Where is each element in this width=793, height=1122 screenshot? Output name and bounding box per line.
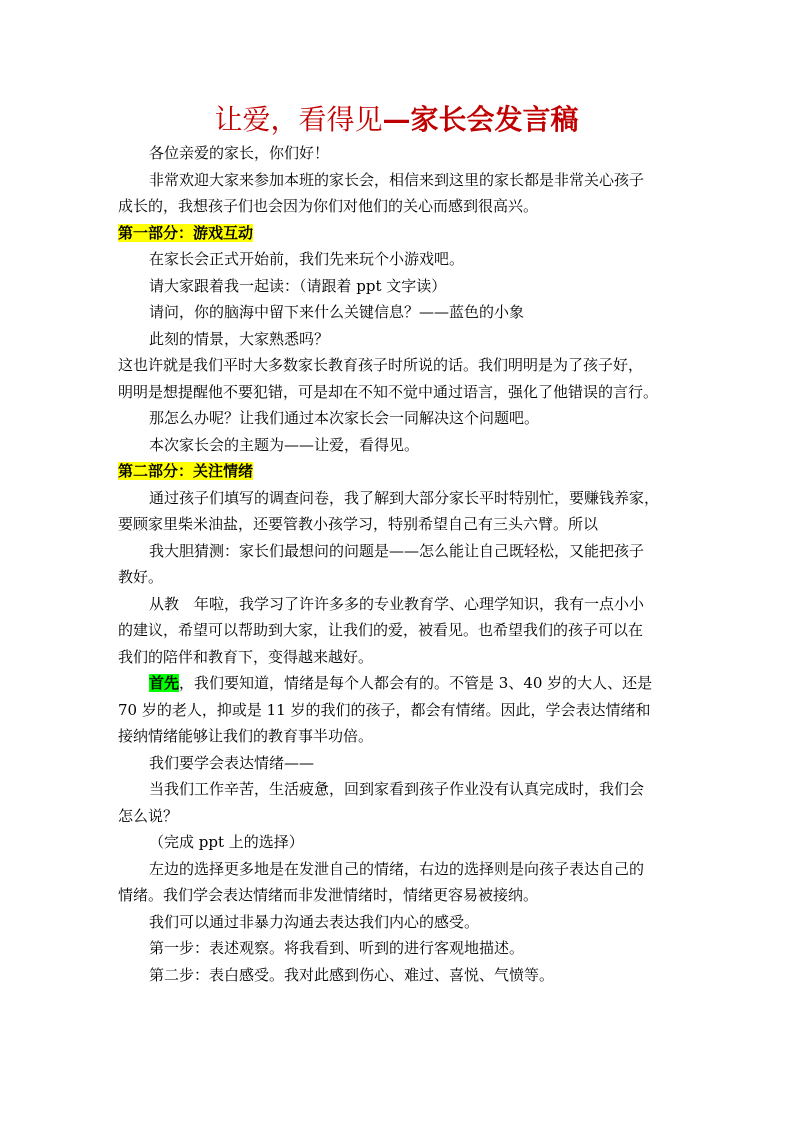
- paragraph-line: [118, 750, 678, 777]
- line-text: 教好。: [118, 568, 164, 586]
- paragraph-line: [118, 167, 678, 194]
- line-text: 这也许就是我们平时大多数家长教育孩子时所说的话。我们明明是为了孩子好，: [118, 356, 644, 374]
- paragraph-line: [118, 193, 678, 220]
- line-text: 70 岁的老人，抑或是 11 岁的我们的孩子，都会有情绪。因此，学会表达情绪和: [118, 700, 651, 719]
- paragraph-line: [118, 723, 678, 750]
- line-text: ，我们要知道，情绪是每个人都会有的。不管是 3、40 岁的大人、还是: [179, 674, 653, 692]
- paragraph-line: [118, 326, 678, 353]
- paragraph-line: [118, 856, 678, 883]
- line-text: 我们要学会表达情绪——: [149, 753, 315, 772]
- section-heading-text: 第一部分：游戏互动: [118, 223, 254, 242]
- line-text: 成长的，我想孩子们也会因为你们对他们的关心而感到很高兴。: [118, 197, 539, 215]
- line-text: 情绪。我们学会表达情绪而非发泄情绪时，情绪更容易被接纳。: [118, 886, 539, 904]
- section-heading-text: 第二部分：关注情绪: [118, 462, 254, 480]
- line-text: （完成 ppt 上的选择）: [149, 833, 304, 851]
- line-text: 我们可以通过非暴力沟通去表达我们内心的感受。: [149, 912, 480, 931]
- line-text: 要顾家里柴米油盐，还要管教小孩学习，特别希望自己有三头六臂。所以: [118, 515, 599, 533]
- line-text: 那怎么办呢？让我们通过本次家长会一同解决这个问题吧。: [149, 409, 540, 427]
- line-text: 当我们工作辛苦，生活疲惫，回到家看到孩子作业没有认真完成时，我们会: [149, 780, 645, 798]
- paragraph-line: [118, 140, 678, 167]
- title-sub: —家长会发言稿: [382, 103, 579, 136]
- section-heading: [118, 220, 678, 247]
- paragraph-line: [118, 273, 678, 300]
- section-heading: [118, 458, 678, 485]
- line-text: 怎么说？: [118, 806, 179, 825]
- paragraph-line: [118, 405, 678, 432]
- paragraph-line: [118, 935, 678, 962]
- paragraph-line: [118, 538, 678, 565]
- paragraph-line: [118, 379, 678, 406]
- page-title: [0, 100, 793, 140]
- paragraph-line: [118, 670, 678, 697]
- line-text: 本次家长会的主题为——让爱，看得见。: [149, 435, 420, 454]
- line-text: 在家长会正式开始前，我们先来玩个小游戏吧。: [149, 250, 465, 268]
- paragraph-line: [118, 776, 678, 803]
- highlighted-keyword: 首先: [149, 674, 180, 692]
- paragraph-line: [118, 591, 678, 618]
- line-text: 接纳情绪能够让我们的教育事半功倍。: [118, 727, 374, 745]
- paragraph-line: [118, 829, 678, 856]
- line-text: 左边的选择更多地是在发泄自己的情绪，右边的选择则是向孩子表达自己的: [149, 859, 645, 878]
- line-text: 此刻的情景，大家熟悉吗？: [149, 329, 330, 348]
- paragraph-line: [118, 299, 678, 326]
- paragraph-line: [118, 644, 678, 671]
- line-text: 明明是想提醒他不要犯错，可是却在不知不觉中通过语言，强化了他错误的言行。: [118, 382, 659, 401]
- paragraph-line: [118, 909, 678, 936]
- document-body: [118, 140, 678, 988]
- line-text: 第一步：表述观察。将我看到、听到的进行客观地描述。: [149, 939, 525, 957]
- paragraph-line: [118, 697, 678, 724]
- line-text: 非常欢迎大家来参加本班的家长会，相信来到这里的家长都是非常关心孩子: [149, 170, 645, 189]
- line-text: 的建议，希望可以帮助到大家，让我们的爱，被看见。也希望我们的孩子可以在: [118, 621, 644, 639]
- paragraph-line: [118, 803, 678, 830]
- line-text: 请问，你的脑海中留下来什么关键信息？——蓝色的小象: [149, 303, 525, 321]
- line-text: 我大胆猜测：家长们最想问的问题是——怎么能让自己既轻松，又能把孩子: [149, 541, 645, 560]
- line-text: 从教 年啦，我学习了许许多多的专业教育学、心理学知识，我有一点小小: [149, 594, 645, 613]
- line-text: 各位亲爱的家长，你们好！: [149, 144, 330, 162]
- paragraph-line: [118, 511, 678, 538]
- paragraph-line: [118, 882, 678, 909]
- paragraph-line: [118, 962, 678, 989]
- title-main: 让爱，看得见: [214, 103, 383, 136]
- paragraph-line: [118, 352, 678, 379]
- paragraph-line: [118, 246, 678, 273]
- line-text: 第二步：表白感受。我对此感到伤心、难过、喜悦、气愤等。: [149, 965, 555, 984]
- line-text: 我们的陪伴和教育下，变得越来越好。: [118, 647, 374, 666]
- paragraph-line: [118, 564, 678, 591]
- line-text: 请大家跟着我一起读：（请跟着 ppt 文字读）: [149, 276, 447, 295]
- paragraph-line: [118, 432, 678, 459]
- line-text: 通过孩子们填写的调查问卷，我了解到大部分家长平时特别忙，要赚钱养家，: [149, 488, 660, 507]
- paragraph-line: [118, 485, 678, 512]
- paragraph-line: [118, 617, 678, 644]
